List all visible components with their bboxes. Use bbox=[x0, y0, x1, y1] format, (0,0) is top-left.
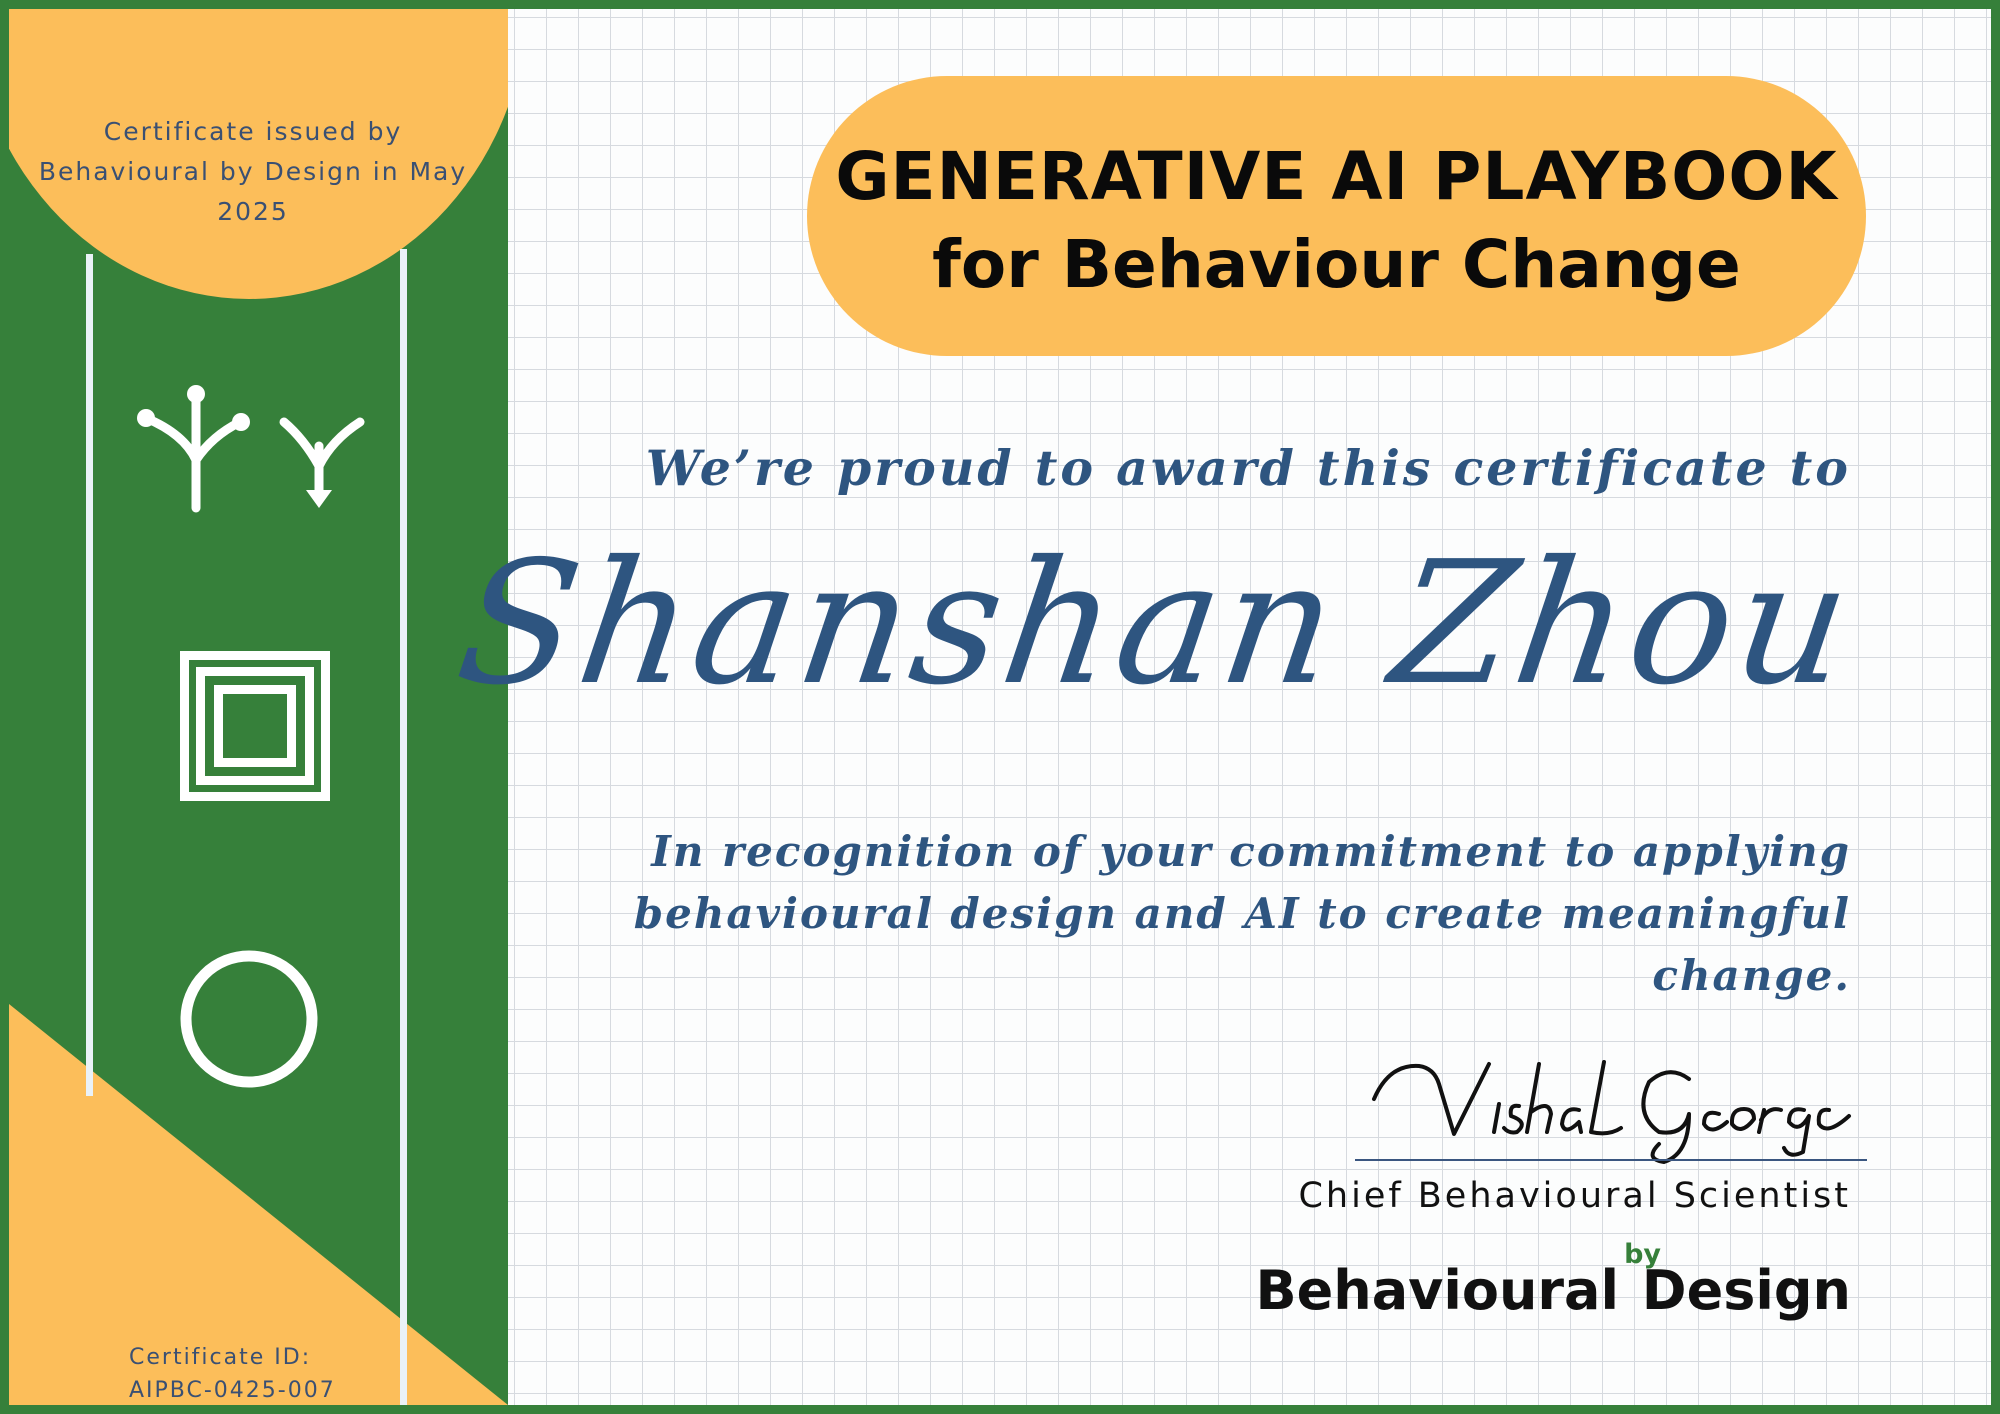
title-line-2: for Behaviour Change bbox=[932, 226, 1741, 303]
title-line-1: GENERATIVE AI PLAYBOOK bbox=[835, 138, 1838, 215]
signature-image bbox=[1359, 1044, 1859, 1164]
logo-word-design: Design bbox=[1641, 1259, 1851, 1322]
title-banner bbox=[807, 76, 1866, 356]
signer-title: Chief Behavioural Scientist bbox=[1298, 1176, 1851, 1216]
logo-word-behavioural: Behavioural bbox=[1255, 1259, 1619, 1322]
certificate-id-label: Certificate ID: bbox=[129, 1345, 312, 1370]
behavioural-by-design-logo bbox=[1255, 1239, 1851, 1329]
certificate-id-value: AIPBC-0425-007 bbox=[129, 1378, 336, 1403]
left-panel bbox=[9, 9, 508, 1405]
issued-by-text: Certificate issued by Behavioural by Design in May 2025 bbox=[38, 117, 468, 226]
recognition-line-1: In recognition of your commitment to applying bbox=[651, 827, 1851, 876]
recognition-line-2: behavioural design and AI to create meaningful change. bbox=[633, 889, 1851, 1000]
left-vertical-line bbox=[86, 254, 93, 1096]
logo-word-by: by bbox=[1624, 1239, 1661, 1270]
certificate-id bbox=[129, 1341, 389, 1405]
signature-line bbox=[1355, 1159, 1867, 1161]
nested-squares-icon bbox=[180, 651, 330, 801]
branching-arrows-icon bbox=[134, 384, 374, 514]
recognition-text bbox=[451, 821, 1851, 1007]
right-vertical-line bbox=[400, 249, 407, 1405]
circle-icon bbox=[174, 944, 324, 1094]
recipient-name: Shanshan Zhou bbox=[447, 525, 1865, 723]
award-line: We’re proud to award this certificate to bbox=[645, 439, 1851, 497]
